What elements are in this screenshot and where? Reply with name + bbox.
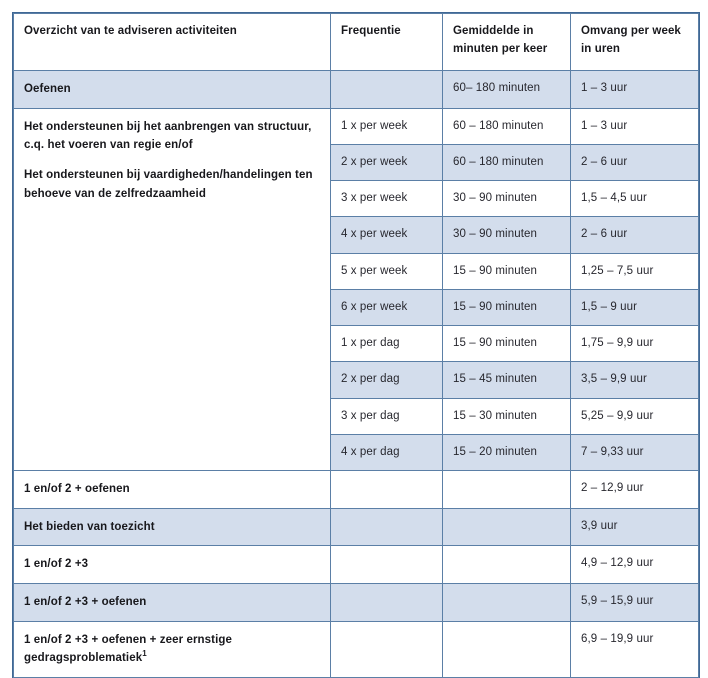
cell-average — [443, 471, 571, 509]
cell-average: 15 – 90 minuten — [443, 326, 571, 362]
cell-scope: 6,9 – 19,9 uur — [571, 621, 699, 677]
table-body — [14, 71, 699, 678]
table-row-summary-1 — [14, 471, 699, 509]
column-header-frequency-label: Frequentie — [341, 25, 401, 37]
table-row-support-1 — [14, 108, 699, 144]
row-label-summary: Het bieden van toezicht — [14, 508, 331, 546]
row-label-summary: 1 en/of 2 +3 — [14, 546, 331, 584]
cell-average: 15 – 45 minuten — [443, 362, 571, 398]
row-label-oefenen-text: Oefenen — [24, 83, 71, 95]
cell-scope: 2 – 6 uur — [571, 144, 699, 180]
cell-scope: 2 – 12,9 uur — [571, 471, 699, 509]
cell-scope: 5,9 – 15,9 uur — [571, 584, 699, 622]
cell-average: 15 – 90 minuten — [443, 289, 571, 325]
cell-scope: 5,25 – 9,9 uur — [571, 398, 699, 434]
cell-frequency: 6 x per week — [331, 289, 443, 325]
cell-frequency: 1 x per week — [331, 108, 443, 144]
cell-frequency: 5 x per week — [331, 253, 443, 289]
row-label-support-paragraph-1: Het ondersteunen bij het aanbrengen van structuur, c.q. het voeren van regie en/of — [24, 120, 312, 152]
cell-average — [443, 508, 571, 546]
cell-average: 15 – 30 minuten — [443, 398, 571, 434]
row-label-oefenen — [14, 71, 331, 109]
cell-average — [443, 546, 571, 584]
cell-oefenen-scope: 1 – 3 uur — [571, 71, 699, 109]
cell-scope: 2 – 6 uur — [571, 217, 699, 253]
column-header-weekly-scope-label: Omvang per week in uren — [581, 25, 681, 55]
cell-frequency — [331, 546, 443, 584]
row-label-summary: 1 en/of 2 + oefenen — [14, 471, 331, 509]
cell-oefenen-average: 60– 180 minuten — [443, 71, 571, 109]
cell-scope: 1,5 – 9 uur — [571, 289, 699, 325]
activity-overview-table — [13, 13, 699, 678]
header-row — [14, 14, 699, 71]
cell-scope: 3,5 – 9,9 uur — [571, 362, 699, 398]
cell-frequency: 2 x per week — [331, 144, 443, 180]
cell-frequency — [331, 508, 443, 546]
cell-frequency — [331, 621, 443, 677]
cell-frequency — [331, 471, 443, 509]
cell-scope: 1,75 – 9,9 uur — [571, 326, 699, 362]
cell-scope: 1,5 – 4,5 uur — [571, 181, 699, 217]
cell-frequency: 4 x per week — [331, 217, 443, 253]
table-row-summary-2 — [14, 508, 699, 546]
table-row-oefenen — [14, 71, 699, 109]
cell-frequency: 2 x per dag — [331, 362, 443, 398]
cell-average: 60 – 180 minuten — [443, 108, 571, 144]
row-label-summary-footnote — [14, 621, 331, 677]
cell-average: 15 – 90 minuten — [443, 253, 571, 289]
row-label-summary-text: 1 en/of 2 +3 + oefenen + zeer ernstige gedragsproblematiek — [24, 633, 233, 665]
column-header-activity — [14, 14, 331, 71]
table-header — [14, 14, 699, 71]
table-row-summary-4 — [14, 584, 699, 622]
cell-scope: 1,25 – 7,5 uur — [571, 253, 699, 289]
cell-scope: 1 – 3 uur — [571, 108, 699, 144]
cell-frequency: 3 x per week — [331, 181, 443, 217]
cell-oefenen-frequency — [331, 71, 443, 109]
cell-average — [443, 621, 571, 677]
cell-average: 30 – 90 minuten — [443, 217, 571, 253]
cell-scope: 7 – 9,33 uur — [571, 434, 699, 470]
column-header-activity-label: Overzicht van te adviseren activiteiten — [24, 25, 237, 37]
column-header-average-minutes — [443, 14, 571, 71]
column-header-average-minutes-label: Gemiddelde in minuten per keer — [453, 25, 548, 55]
row-label-support-paragraph-2: Het ondersteunen bij vaardigheden/handelingen ten behoeve van de zelfredzaamheid — [24, 168, 313, 200]
cell-average: 30 – 90 minuten — [443, 181, 571, 217]
cell-average: 15 – 20 minuten — [443, 434, 571, 470]
cell-average — [443, 584, 571, 622]
cell-frequency: 1 x per dag — [331, 326, 443, 362]
row-label-summary: 1 en/of 2 +3 + oefenen — [14, 584, 331, 622]
cell-frequency: 4 x per dag — [331, 434, 443, 470]
table-row-summary-5 — [14, 621, 699, 677]
cell-average: 60 – 180 minuten — [443, 144, 571, 180]
table-row-summary-3 — [14, 546, 699, 584]
column-header-frequency — [331, 14, 443, 71]
column-header-weekly-scope — [571, 14, 699, 71]
row-label-support-merged — [14, 108, 331, 471]
cell-scope: 3,9 uur — [571, 508, 699, 546]
cell-frequency — [331, 584, 443, 622]
cell-frequency: 3 x per dag — [331, 398, 443, 434]
cell-scope: 4,9 – 12,9 uur — [571, 546, 699, 584]
footnote-marker: 1 — [142, 649, 147, 659]
